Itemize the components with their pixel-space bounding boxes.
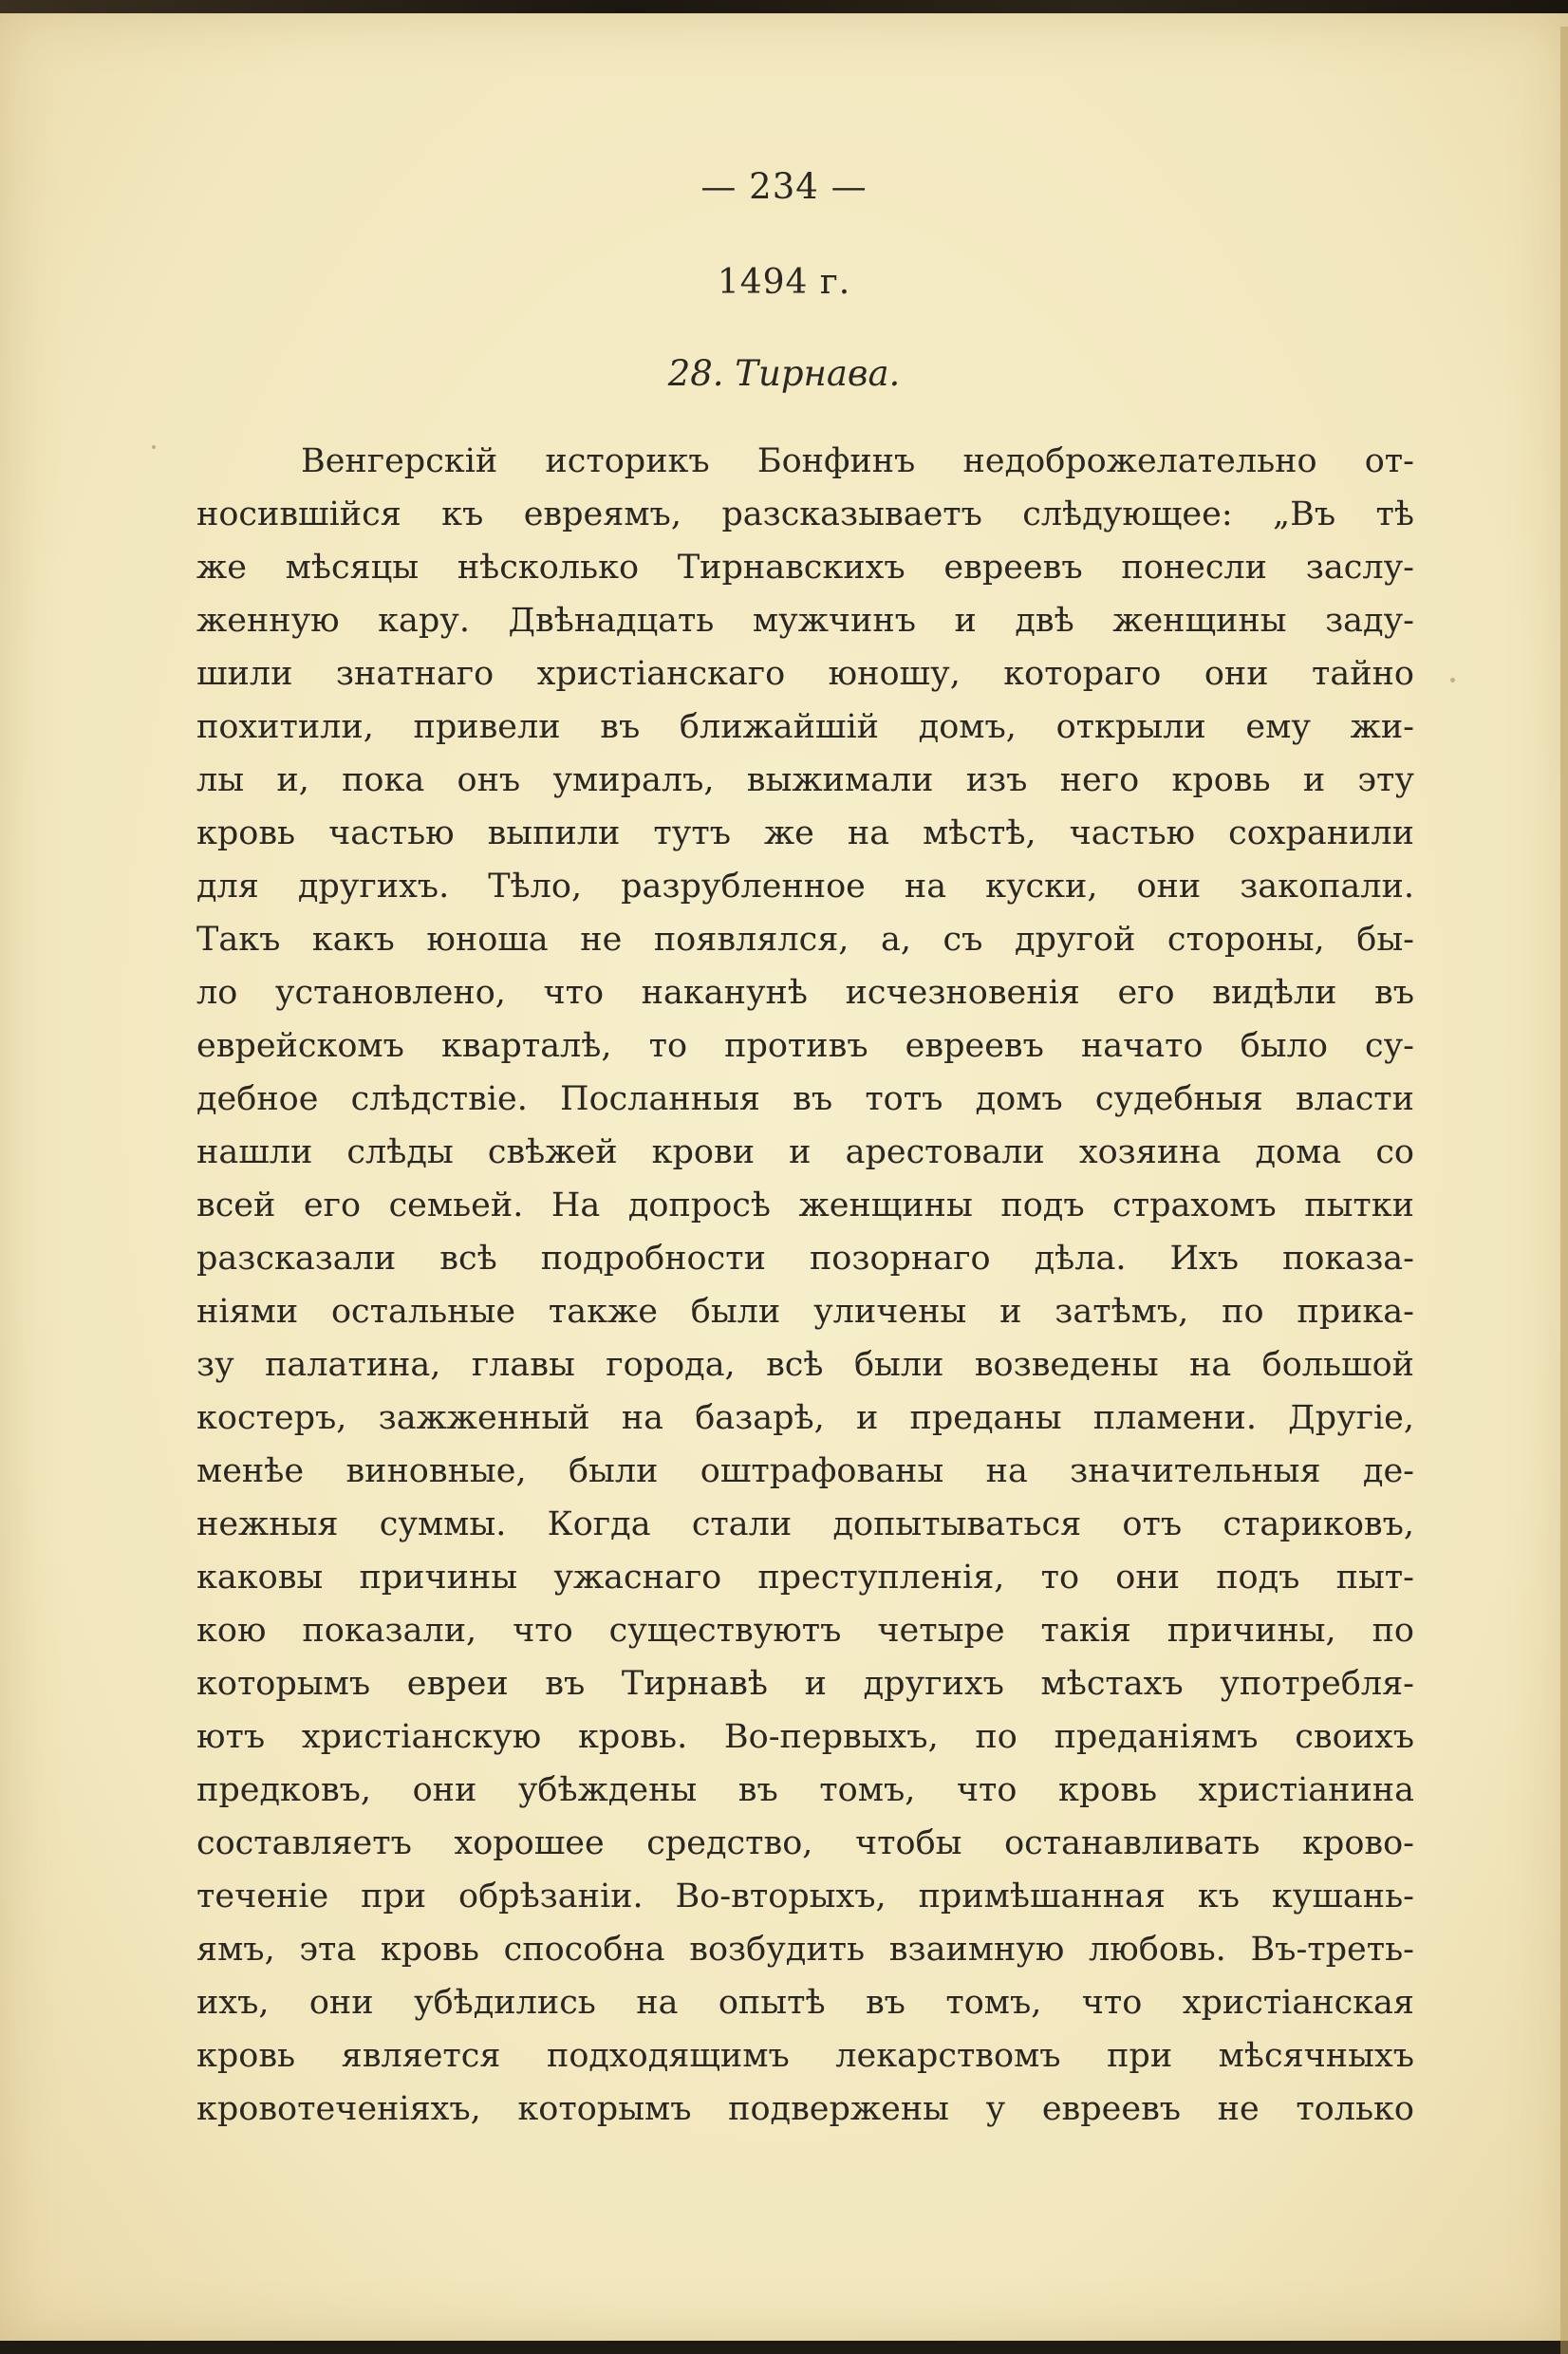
text-line: кою показали, что существуютъ четыре такія причины, по xyxy=(196,1612,1414,1650)
text-line: шили знатнаго христіанскаго юношу, котораго они тайно xyxy=(196,655,1414,693)
text-line: предковъ, они убѣждены въ томъ, что кровь христіанина xyxy=(196,1771,1414,1809)
text-line: ніями остальные также были уличены и затѣмъ, по прика- xyxy=(196,1293,1414,1331)
text-line: дебное слѣдствіе. Посланныя въ тотъ домъ судебныя власти xyxy=(196,1080,1414,1118)
text-line: же мѣсяцы нѣсколько Тирнавскихъ евреевъ понесли заслу- xyxy=(196,549,1414,587)
text-line: ло установлено, что наканунѣ исчезновенія его видѣли въ xyxy=(196,974,1414,1012)
text-line: Такъ какъ юноша не появлялся, а, съ другой стороны, бы- xyxy=(196,921,1414,959)
text-line: ихъ, они убѣдились на опытѣ въ томъ, что христіанская xyxy=(196,1984,1414,2022)
text-line: всей его семьей. На допросѣ женщины подъ страхомъ пытки xyxy=(196,1186,1414,1224)
text-line: кровотеченіяхъ, которымъ подвержены у евреевъ не только xyxy=(196,2090,1414,2128)
text-line: нашли слѣды свѣжей крови и арестовали хозяина дома со xyxy=(196,1133,1414,1171)
text-line: похитили, привели въ ближайшій домъ, открыли ему жи- xyxy=(196,708,1414,746)
paper-speck xyxy=(1450,678,1455,682)
text-line: для другихъ. Тѣло, разрубленное на куски, они закопали. xyxy=(196,868,1414,906)
year-heading: 1494 г. xyxy=(717,263,851,302)
text-line: кровь частью выпили тутъ же на мѣстѣ, частью сохранили xyxy=(196,814,1414,852)
page-number: — 234 — xyxy=(700,166,868,207)
section-title: 28. Тирнава. xyxy=(667,353,901,394)
text-line: ямъ, эта кровь способна возбудить взаимную любовь. Въ-треть- xyxy=(196,1931,1414,1969)
paper-speck xyxy=(152,445,156,449)
text-line: разсказали всѣ подробности позорнаго дѣла. Ихъ показа- xyxy=(196,1240,1414,1278)
text-line: каковы причины ужаснаго преступленія, то они подъ пыт- xyxy=(196,1559,1414,1597)
text-line: костеръ, зажженный на базарѣ, и преданы пламени. Другіе, xyxy=(196,1399,1414,1437)
text-line: Венгерскій историкъ Бонфинъ недоброжелательно от- xyxy=(301,442,1414,480)
scan-top-edge xyxy=(0,0,1568,13)
text-line: еврейскомъ кварталѣ, то противъ евреевъ начато было су- xyxy=(196,1027,1414,1065)
text-line: кровь является подходящимъ лекарствомъ при мѣсячныхъ xyxy=(196,2037,1414,2075)
text-line: менѣе виновные, были оштрафованы на значительныя де- xyxy=(196,1452,1414,1490)
text-line: женную кару. Двѣнадцать мужчинъ и двѣ женщины заду- xyxy=(196,602,1414,640)
text-line: лы и, пока онъ умиралъ, выжимали изъ него кровь и эту xyxy=(196,761,1414,799)
text-line: составляетъ хорошее средство, чтобы останавливать крово- xyxy=(196,1824,1414,1862)
body-paragraph xyxy=(196,435,1414,2136)
text-line: которымъ евреи въ Тирнавѣ и другихъ мѣстахъ употребля- xyxy=(196,1665,1414,1703)
text-line: носившійся къ евреямъ, разсказываетъ слѣдующее: „Въ тѣ xyxy=(196,495,1414,533)
text-line: теченіе при обрѣзаніи. Во-вторыхъ, примѣшанная къ кушань- xyxy=(196,1878,1414,1915)
text-line: ютъ христіанскую кровь. Во-первыхъ, по преданіямъ своихъ xyxy=(196,1718,1414,1756)
text-line: нежныя суммы. Когда стали допытываться отъ стариковъ, xyxy=(196,1505,1414,1543)
text-line: зу палатина, главы города, всѣ были возведены на большой xyxy=(196,1346,1414,1384)
